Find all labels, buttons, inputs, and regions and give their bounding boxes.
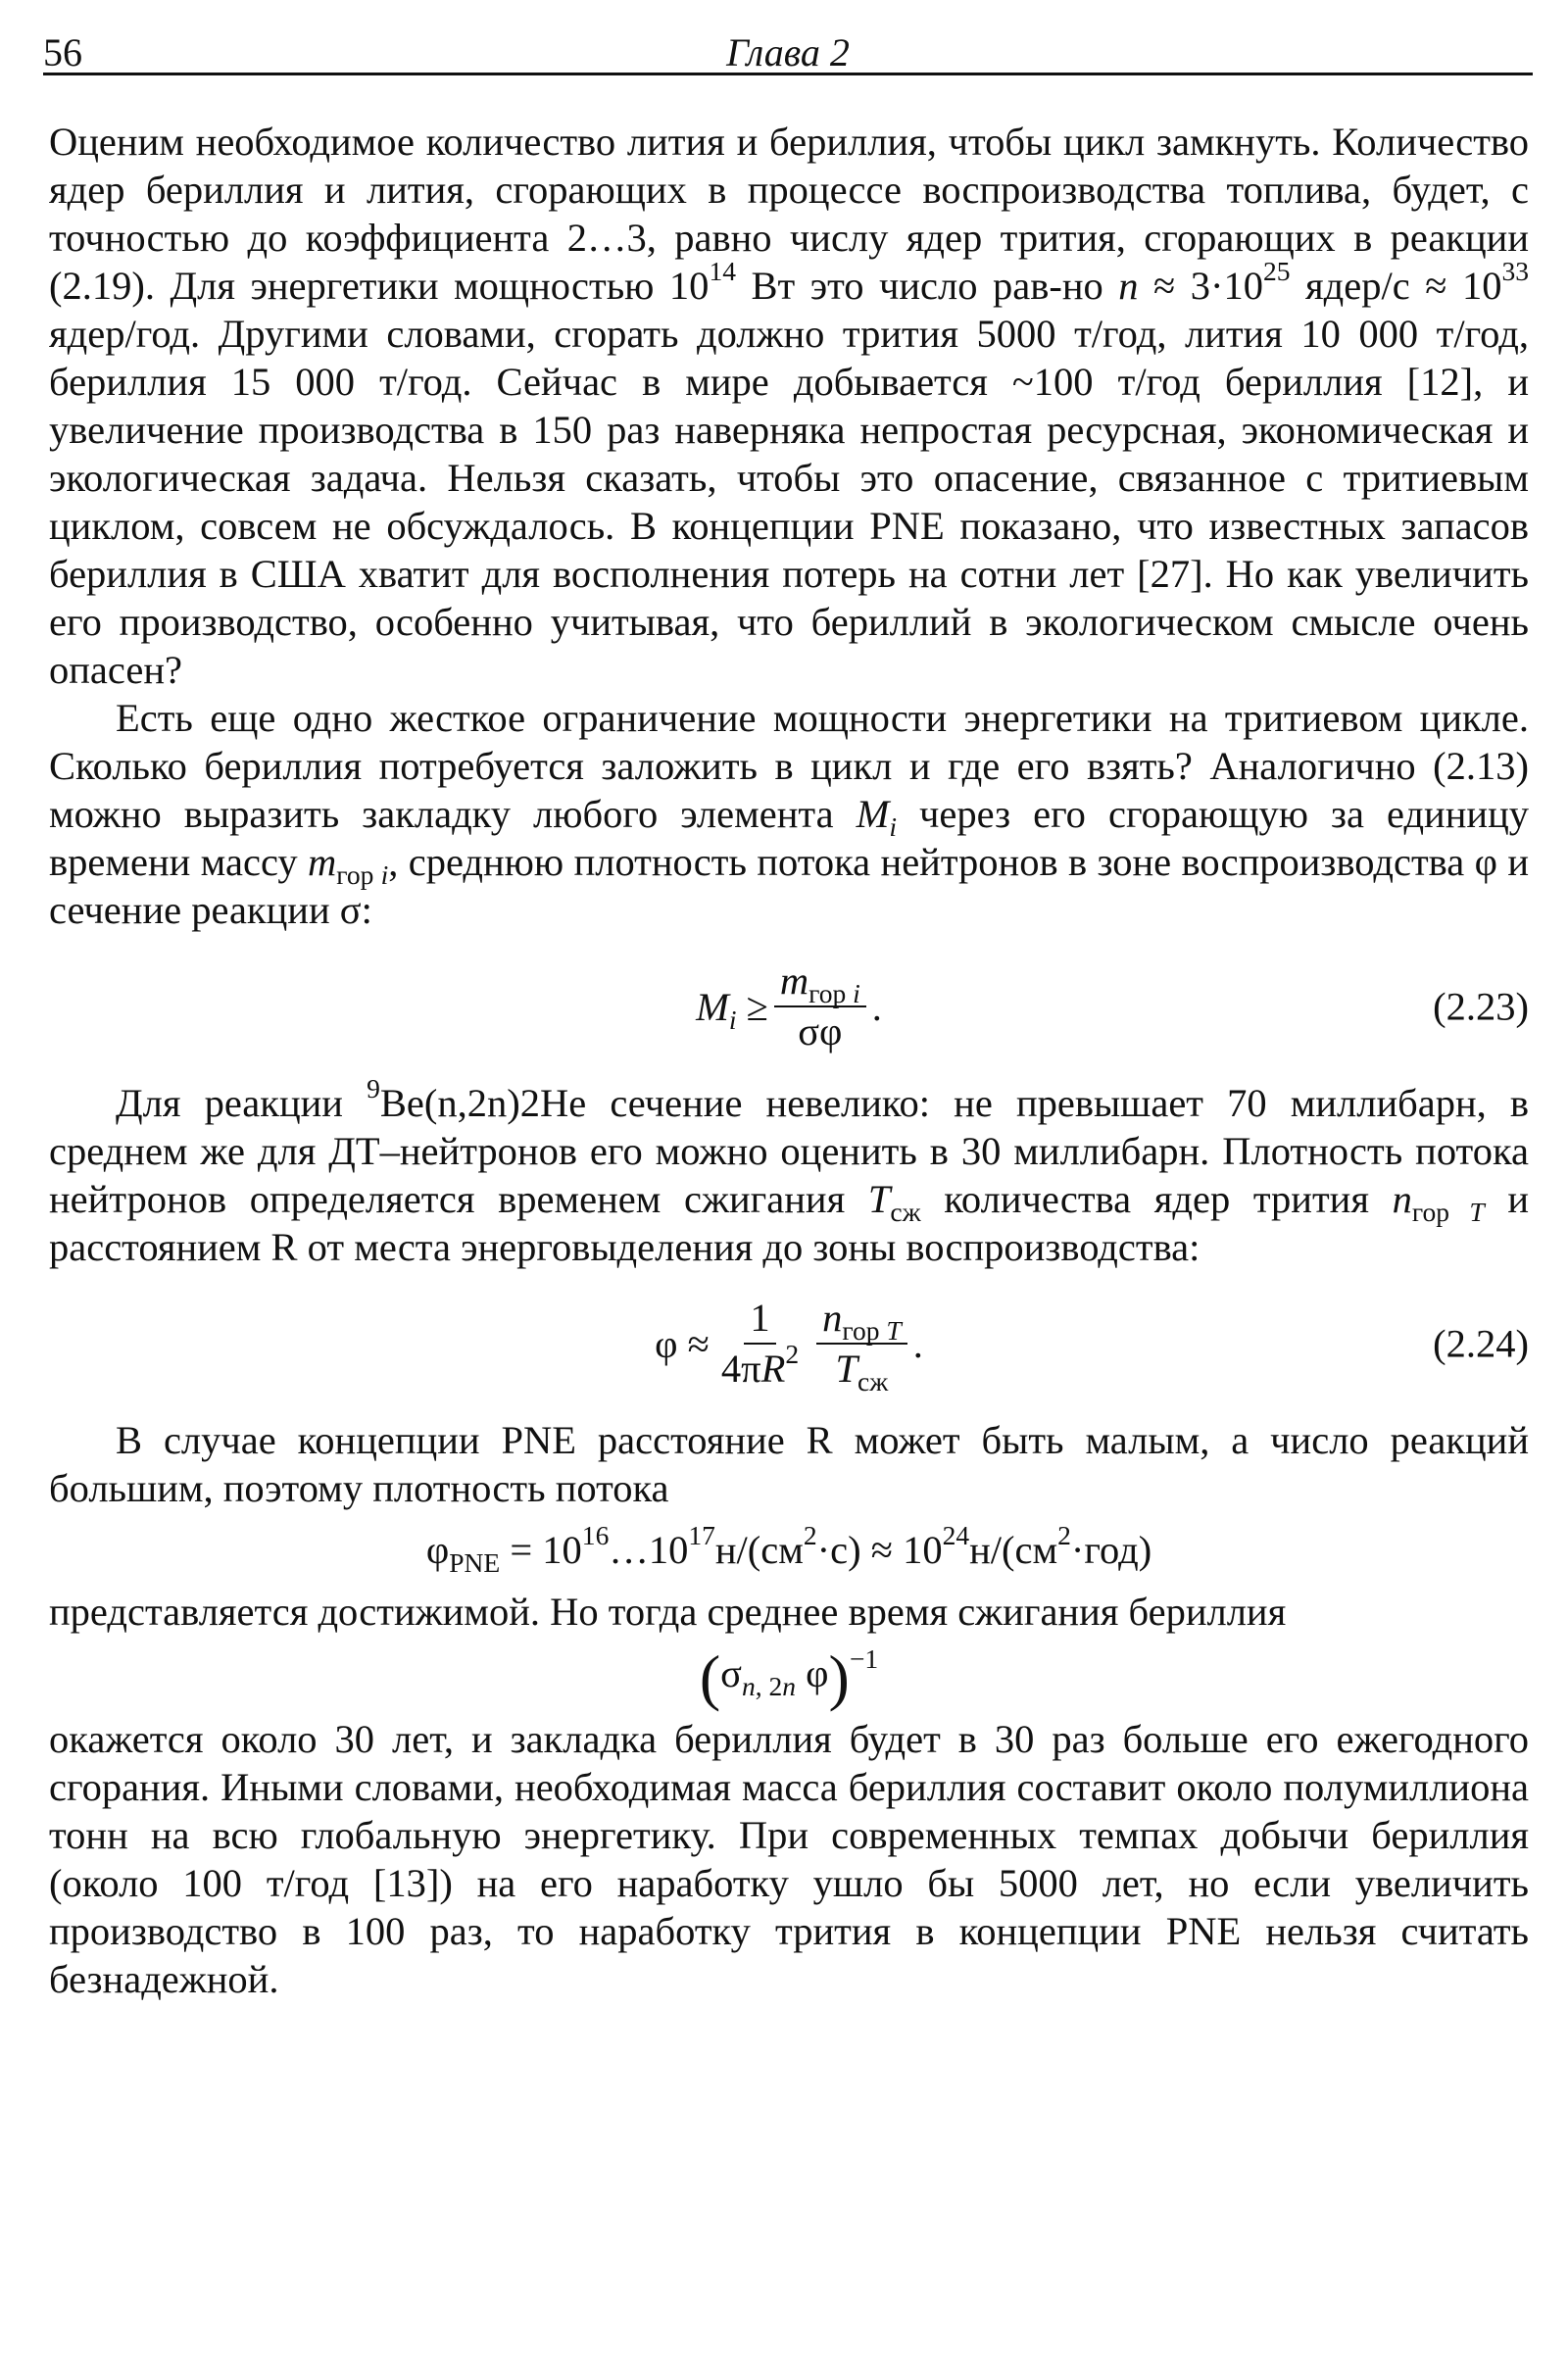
paragraph-4: В случае концепции PNE расстояние R может быть малым, а число реакций большим, поэтому плотность потока (49, 1418, 1529, 1510)
paragraph-5: представляется достижимой. Но тогда среднее время сжигания бериллия (49, 1590, 1287, 1634)
page-number: 56 (43, 30, 82, 74)
paragraph-1: Оценим необходимое количество лития и бериллия, чтобы цикл замкнуть. Количество ядер бериллия и лития, сгорающих в процессе воспроизводства топлива, будет, с точностью до коэффициента 2…3, равно числу ядер трития, сгорающих в реакции (2.19). Для энергетики мощностью $10^{14}$ Вт это число рав-но $n \approx 3\cdot 10^{25}$ ядер/с ≈ $10^{33}$ ядер/год. Другими словами, сгорать должно трития 5000 т/год, лития 10 000 т/год, бериллия 15 000 т/год. Сейчас в мире добывается ~100 т/год бериллия [12], и увеличение производства в 150 раз наверняка непростая ресурсная, экономическая и экологическая задача. Нельзя сказать, чтобы это опасение, связанное с тритиевым циклом, совсем не обсуждалось. В концепции PNE показано, что известных запасов бериллия в США хватит для восполнения потерь на сотни лет [27]. Но как увеличить его производство, особенно учитывая, что бериллий в экологическом смысле очень опасен? (49, 120, 1530, 692)
paragraph-3: Для реакции $^9$Be(n,2n)2He сечение невелико: не превышает 70 миллибарн, в среднем же для ДТ–нейтронов его можно оценить в 30 миллибарн. Плотность потока нейтронов определяется временем сжигания $T_{сж}$ количества ядер трития $n_{гор T}$ и расстоянием R от места энерговыделения до зоны воспроизводства: (49, 1073, 1530, 1269)
running-header (43, 25, 1533, 75)
paragraph-2: Есть еще одно жесткое ограничение мощности энергетики на тритиевом цикле. Сколько бериллия потребуется заложить в цикл и где его взять? Аналогично (2.13) можно выразить закладку любого элемента $M_i$ через его сгорающую за единицу времени массу $m_{гор i}$, среднюю плотность потока нейтронов в зоне воспроизводства φ и сечение реакции σ: (49, 696, 1529, 932)
equation-phi-pne: $\varphi_{PNE}$ = $10^{16}\dots 10^{17}н/(см^2\cdot с) \approx 10^{24}н/(см^2\cdot год)$ (425, 1520, 1152, 1579)
paragraph-6: окажется около 30 лет, и закладка бериллия будет в 30 раз больше его ежегодного сгорания. Иными словами, необходимая масса бериллия составит около полумиллиона тонн на всю глобальную энергетику. При современных темпах добычи бериллия (около 100 т/год [13]) на его наработку ушло бы 5000 лет, но если увеличить производство в 100 раз, то наработку трития в концепции PNE нельзя считать безнадежной. (49, 1717, 1529, 2002)
equation-2-24: φ ≈ $\frac{1}{4\pi R^2}$ $\frac{n_{гор T}}{T_{сж}}$ . (2.24) (655, 1296, 1529, 1397)
equation-2-23: $M_i$ ≥ $\frac{m_{гор i}}{\sigma\varphi}$ . (2.23) (696, 958, 1529, 1054)
equation-number: (2.24) (1433, 1321, 1529, 1366)
chapter-title: Глава 2 (726, 30, 850, 74)
equation-inverse: ($\sigma_{n, 2n}$ φ)$^{-1}$ (699, 1642, 879, 1713)
body-text (49, 118, 1529, 2003)
equation-number: (2.23) (1433, 984, 1529, 1029)
